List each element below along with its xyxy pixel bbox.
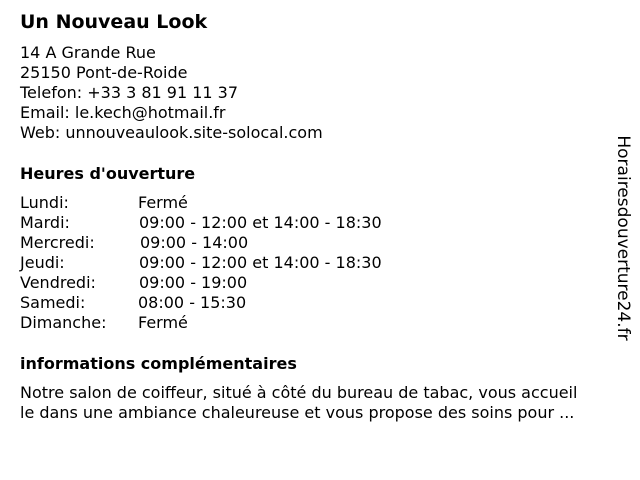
day-label: Dimanche: (20, 313, 107, 332)
day-label: Samedi: (20, 293, 86, 312)
business-description (20, 383, 630, 423)
hours-value: Fermé (138, 313, 188, 332)
hours-value: 09:00 - 12:00 et 14:00 - 18:30 (139, 253, 382, 272)
site-watermark: Horairesdouverture24.fr (613, 135, 633, 341)
business-name: Un Nouveau Look (20, 11, 208, 33)
opening-hours-heading: Heures d'ouverture (20, 164, 196, 183)
phone-line: Telefon: +33 3 81 91 11 37 (20, 83, 239, 102)
day-label: Vendredi: (20, 273, 96, 292)
email-line: Email: le.kech@hotmail.fr (20, 103, 226, 122)
hours-value: 08:00 - 15:30 (138, 293, 247, 312)
description-line: le dans une ambiance chaleureuse et vous propose des soins pour ... (20, 403, 575, 422)
day-label: Mardi: (20, 213, 70, 232)
website-line: Web: unnouveaulook.site-solocal.com (20, 123, 323, 142)
postal-city: 25150 Pont-de-Roide (20, 63, 188, 82)
day-label: Mercredi: (20, 233, 95, 252)
description-line: Notre salon de coiffeur, situé à côté du bureau de tabac, vous accueil (20, 383, 578, 402)
hours-value: 09:00 - 19:00 (139, 273, 248, 292)
additional-info-heading: informations complémentaires (20, 354, 297, 373)
day-label: Lundi: (20, 193, 69, 212)
street-address: 14 A Grande Rue (20, 43, 156, 62)
hours-value: Fermé (138, 193, 188, 212)
contact-block (20, 43, 323, 143)
day-label: Jeudi: (20, 253, 65, 272)
hours-value: 09:00 - 12:00 et 14:00 - 18:30 (139, 213, 382, 232)
hours-value: 09:00 - 14:00 (140, 233, 249, 252)
